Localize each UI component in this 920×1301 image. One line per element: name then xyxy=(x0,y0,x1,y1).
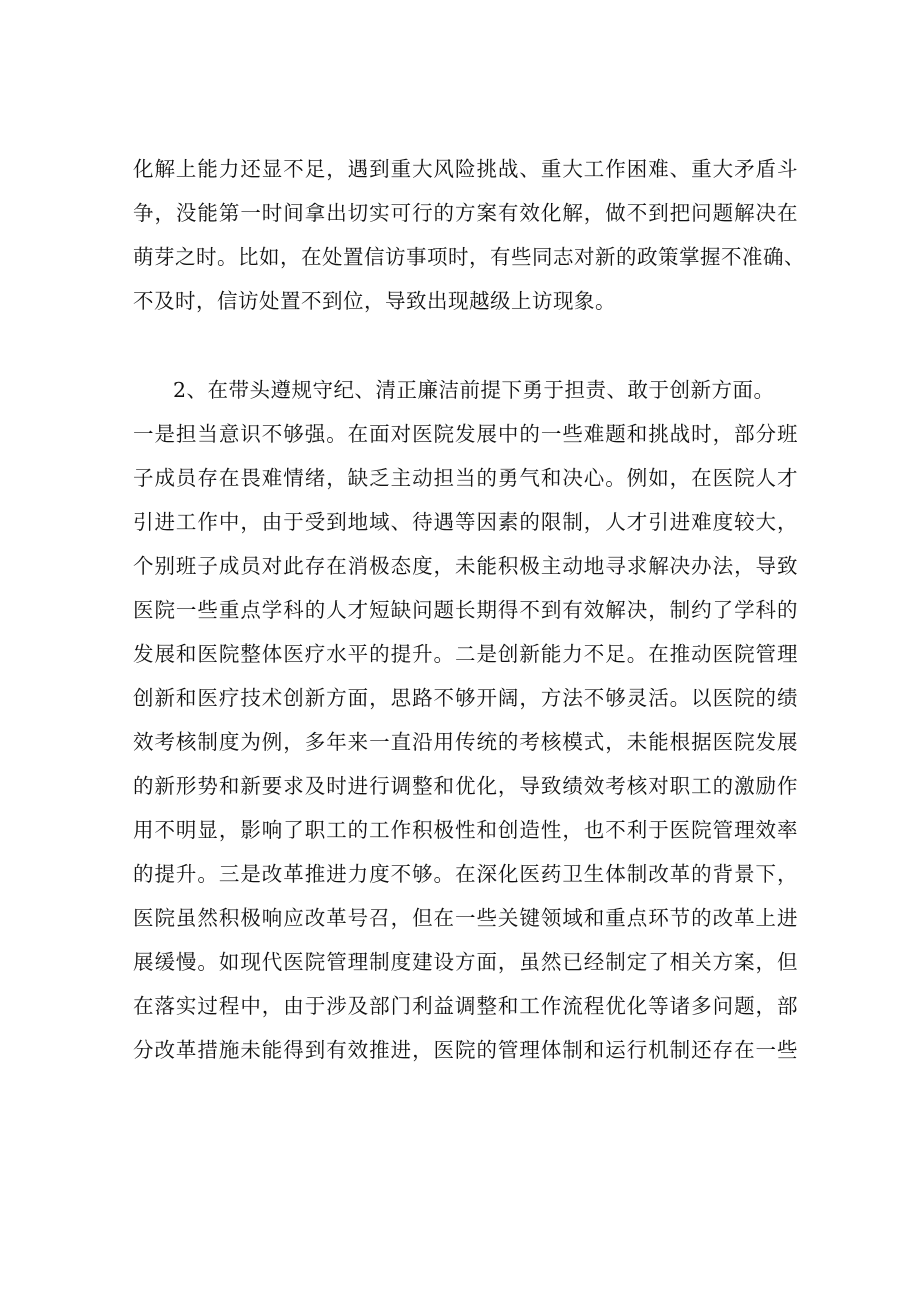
section-heading-line: 2、在带头遵规守纪、清正廉洁前提下勇于担责、敢于创新方面。 xyxy=(173,378,775,402)
text-line: 的提升。三是改革推进力度不够。在深化医药卫生体制改革的背景下， xyxy=(133,862,798,886)
text-line: 在落实过程中，由于涉及部门利益调整和工作流程优化等诸多问题，部 xyxy=(133,994,798,1018)
text-line: 不及时，信访处置不到位，导致出现越级上访现象。 xyxy=(133,289,616,313)
text-line: 发展和医院整体医疗水平的提升。二是创新能力不足。在推动医院管理 xyxy=(133,642,798,666)
text-line: 萌芽之时。比如，在处置信访事项时，有些同志对新的政策掌握不准确、 xyxy=(133,245,805,269)
text-line: 效考核制度为例，多年来一直沿用传统的考核模式，未能根据医院发展 xyxy=(133,730,798,754)
text-line: 个别班子成员对此存在消极态度，未能积极主动地寻求解决办法，导致 xyxy=(133,554,798,578)
text-line: 的新形势和新要求及时进行调整和优化，导致绩效考核对职工的激励作 xyxy=(133,774,798,798)
text-line: 分改革措施未能得到有效推进，医院的管理体制和运行机制还存在一些 xyxy=(133,1038,798,1062)
text-line: 用不明显，影响了职工的工作积极性和创造性，也不利于医院管理效率 xyxy=(133,818,798,842)
text-line: 一是担当意识不够强。在面对医院发展中的一些难题和挑战时，部分班 xyxy=(133,422,798,446)
text-line: 展缓慢。如现代医院管理制度建设方面，虽然已经制定了相关方案，但 xyxy=(133,950,798,974)
text-line: 引进工作中，由于受到地域、待遇等因素的限制，人才引进难度较大， xyxy=(133,510,798,534)
section-2-paragraph xyxy=(133,368,798,1072)
text-line: 化解上能力还显不足，遇到重大风险挑战、重大工作困难、重大矛盾斗 xyxy=(133,157,798,181)
paragraph-continuation xyxy=(133,147,805,323)
text-line: 医院虽然积极响应改革号召，但在一些关键领域和重点环节的改革上进 xyxy=(133,906,798,930)
text-line: 子成员存在畏难情绪，缺乏主动担当的勇气和决心。例如，在医院人才 xyxy=(133,466,798,490)
text-line: 争，没能第一时间拿出切实可行的方案有效化解，做不到把问题解决在 xyxy=(133,201,798,225)
text-line: 创新和医疗技术创新方面，思路不够开阔，方法不够灵活。以医院的绩 xyxy=(133,686,798,710)
text-line: 医院一些重点学科的人才短缺问题长期得不到有效解决，制约了学科的 xyxy=(133,598,798,622)
